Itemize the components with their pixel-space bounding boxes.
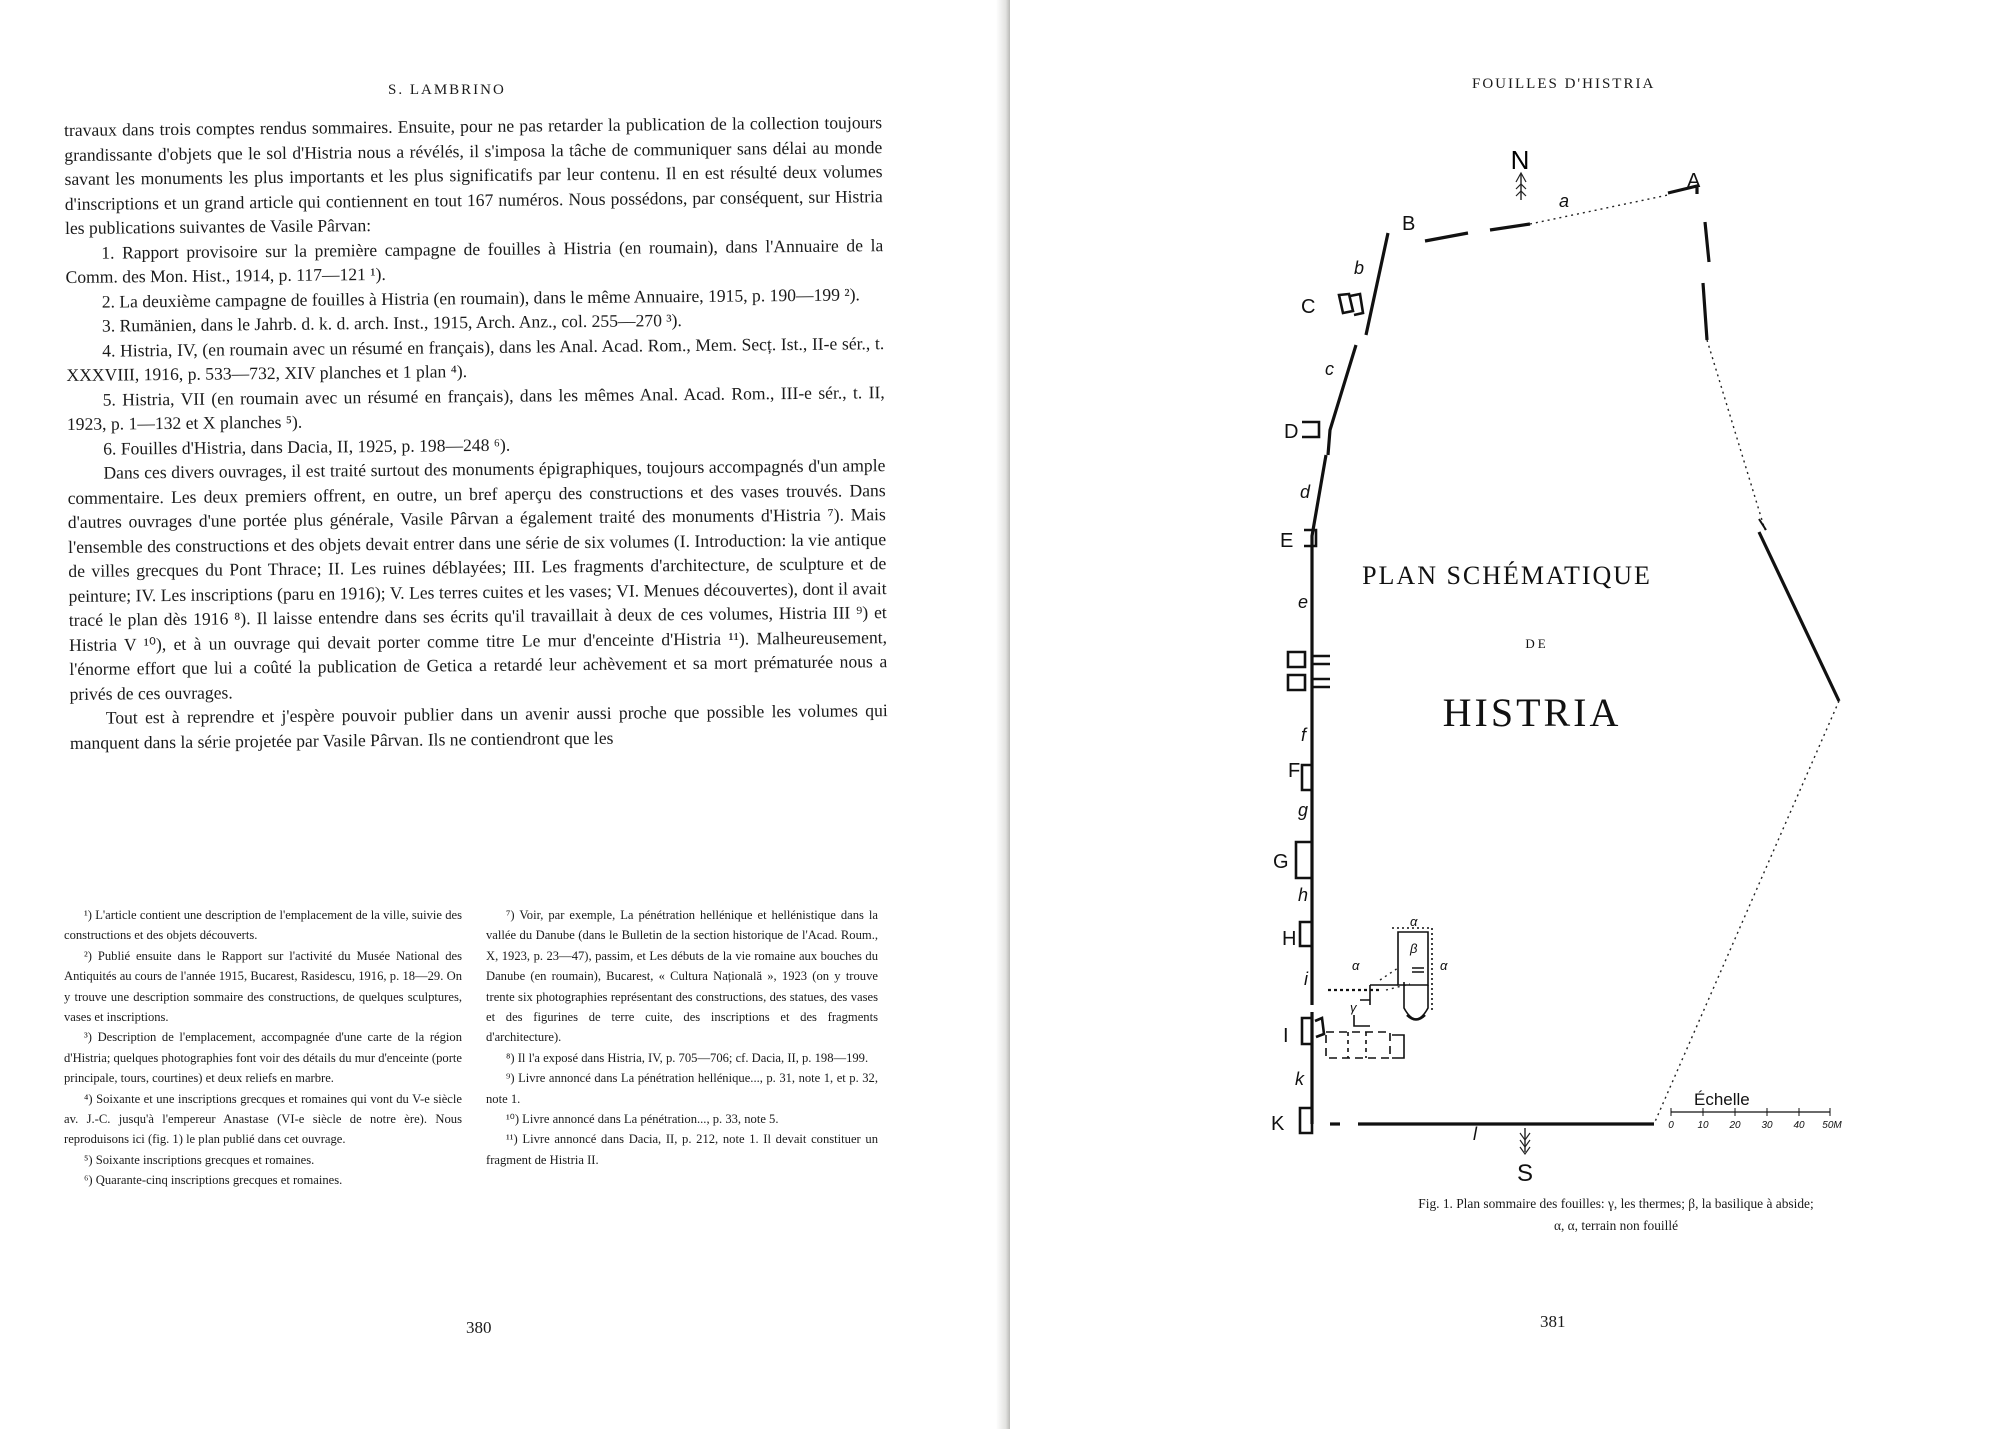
running-head-right: FOUILLES D'HISTRIA: [1472, 76, 1656, 92]
plan-title-line-3: HISTRIA: [1442, 690, 1622, 735]
paragraph: travaux dans trois comptes rendus sommaires. Ensuite, pour ne pas retarder la publication de la collection toujours grandissante d'objets que le sol d'Histria nous a révélés, il s'imposa la tâche de communiquer sans délai au monde savant les monuments les plus importants et les plus significatifs par leur contenu. Il en est résulté deux volumes d'inscriptions et un grand article qui contiennent en tout 167 numéros. Nous possédons, par conséquent, sur Histria les publications suivantes de Vasile Pârvan:: [64, 112, 883, 238]
corner-label-h: H: [1282, 928, 1297, 950]
paragraph: 5. Histria, VII (en roumain avec un résumé en français), dans les mêmes Anal. Acad. Rom., III-e sér., t. II, 1923, p. 1—132 et X planches ⁵).: [66, 381, 885, 434]
inner-label-alpha: α: [1410, 914, 1418, 929]
footnote: ⁸) Il l'a exposé dans Histria, IV, p. 705—706; cf. Dacia, II, p. 198—199.: [506, 1050, 869, 1065]
scale-tick-label: 50M: [1822, 1120, 1842, 1131]
basilica-apse: [1404, 982, 1428, 1019]
wall-segment-east-upper: [1703, 222, 1709, 340]
unexcavated-wall: [1380, 195, 1839, 1124]
footnote: ⁶) Quarante-cinq inscriptions grecques et romaines.: [84, 1173, 343, 1188]
plan-title-line-1: PLAN SCHÉMATIQUE: [1362, 561, 1652, 590]
wall-tick: [1759, 519, 1766, 530]
footnote: ⁷) Voir, par exemple, La pénétration hellénique et hellénistique dans la vallée du Danube (dans le Bulletin de la section historique de l'Acad. Roum., X, 1923, p. 23—47), passim, et Les débuts de la vie romaine aux bouches du Danube (en roumain), Bucarest, « Cultura Națională », 1923 (on y trouve trente six photographies représentant des constructions, des statues, des vases et des figurines de terre cuite, des inscriptions et des fragments d'architecture).: [486, 908, 878, 1045]
inner-label-alpha: α: [1352, 958, 1360, 973]
footnotes-column-1: [64, 905, 462, 1191]
wall-label-g: g: [1298, 800, 1309, 820]
scale-tick-label: 0: [1668, 1120, 1674, 1131]
corner-label-i: I: [1283, 1025, 1289, 1047]
paragraph: 6. Fouilles d'Histria, dans Dacia, II, 1925, p. 198—248 ⁶).: [103, 434, 511, 459]
scale-tick-labels: [1668, 1120, 1842, 1131]
inner-label-alpha: α: [1440, 958, 1448, 973]
corner-label-a: A: [1687, 170, 1701, 192]
dotted-segment: [1380, 968, 1410, 990]
tower-g: [1296, 842, 1312, 878]
dotted-segment: [1707, 340, 1765, 530]
tower-i-bastion: [1315, 1018, 1324, 1037]
gate-walls: [1312, 656, 1330, 687]
corner-label-d: D: [1284, 421, 1299, 443]
paragraph: 1. Rapport provisoire sur la première campagne de fouilles à Histria (en roumain), dans l'Annuaire de la Comm. des Mon. Hist., 1914, p. 117—121 ¹).: [65, 234, 884, 287]
scale-tick-label: 20: [1729, 1120, 1741, 1131]
tower-d: [1302, 422, 1319, 437]
running-head-left: S. LAMBRINO: [388, 82, 506, 98]
caption-line: Fig. 1. Plan sommaire des fouilles: γ, les thermes; β, la basilique à abside;: [1418, 1196, 1814, 1211]
figure-caption: [1266, 1193, 1966, 1237]
corner-label-k: K: [1271, 1113, 1285, 1135]
wall-label-e: e: [1298, 592, 1309, 612]
scale-tick-label: 30: [1761, 1120, 1773, 1131]
baths-annex: [1392, 1035, 1404, 1058]
wall-segment-east-middle: [1759, 532, 1839, 701]
corner-label-g: G: [1273, 851, 1289, 873]
corner-label-e: E: [1280, 530, 1294, 552]
corner-label-c: C: [1301, 296, 1316, 318]
tower-h: [1300, 922, 1312, 946]
paragraph: 2. La deuxième campagne de fouilles à Histria (en roumain), dans le même Annuaire, 1915, p. 190—199 ²).: [101, 283, 860, 312]
baths-rooms: [1348, 1032, 1366, 1058]
south-label: S: [1516, 1160, 1534, 1187]
dotted-segment: [1530, 195, 1668, 224]
inner-label-beta: β: [1410, 941, 1418, 956]
wall-label-h: h: [1298, 885, 1309, 905]
wall-label-k: k: [1295, 1069, 1304, 1089]
footnote: ⁴) Soixante et une inscriptions grecques et romaines qui vont du V-e siècle av. J.-C. jusqu'à l'empereur Anastase (VI-e siècle de notre ère). Nous reproduisons ici (fig. 1) le plan publié dans cet ouvrage.: [64, 1091, 462, 1147]
footnotes-column-2: [486, 905, 878, 1170]
wall-segment-b: [1366, 233, 1388, 335]
corner-label-f: F: [1288, 760, 1301, 782]
wall-labels: [1295, 191, 1569, 1144]
footnote: ¹¹) Livre annoncé dans Dacia, II, p. 212, note 1. Il devait constituer un fragment de Histria II.: [486, 1132, 878, 1167]
tower-gate-2: [1288, 675, 1305, 690]
paragraph: Dans ces divers ouvrages, il est traité surtout des monuments épigraphiques, toujours accompagnés d'un ample commentaire. Les deux premiers offrent, en outre, un bref aperçu des constructions et des vases trouvés. Dans d'autres ouvrages d'une portée plus générale, Vasile Pârvan a également traité des monuments d'Histria ⁷). Mais l'ensemble des constructions et des objets devait entrer dans une série de six volumes (I. Introduction: la vie antique de villes grecques du Pont Thrace; II. Les ruines déblayées; III. Les fragments d'architecture, de sculpture et de peinture; IV. Les inscriptions (paru en 1916); V. Les terres cuites et les vases; VI. Menues découvertes), dont il avait tracé le plan dès 1916 ⁸). Il laisse entendre dans ses écrits qu'il travaillait à deux de ces volumes, Histria III ⁹) et Histria V ¹⁰), et à un ouvrage qui devait porter comme titre Le mur d'enceinte d'Histria ¹¹). Malheureusement, l'énorme effort que lui a coûté la publication de Getica a retardé leur achèvement et sa mort prématurée nous a privés de ces ouvrages.: [67, 455, 888, 704]
footnote: ³) Description de l'emplacement, accompagnée d'une carte de la région d'Histria; quelques photographies font voir des détails du mur d'enceinte (porte principale, tours, courtines) et deux reliefs en marbre.: [64, 1030, 462, 1086]
wall-segment-d-i: [1312, 455, 1326, 1005]
right-page: [1010, 0, 2000, 1429]
paragraph: 3. Rumänien, dans le Jahrb. d. k. d. arch. Inst., 1915, Arch. Anz., col. 255—270 ³).: [101, 310, 682, 336]
page-number-right: 381: [1540, 1312, 1566, 1331]
page-number-left: 380: [466, 1318, 492, 1337]
wall-label-a: a: [1559, 191, 1570, 211]
wall-label-b: b: [1354, 258, 1365, 278]
wall-label-f: f: [1301, 725, 1307, 745]
footnote: ⁵) Soixante inscriptions grecques et romaines.: [84, 1152, 315, 1167]
corner-label-b: B: [1402, 213, 1416, 235]
paragraph: Tout est à reprendre et j'espère pouvoir publier dans un avenir aussi proche que possible les volumes qui manquent dans la série projetée par Vasile Pârvan. Ils ne contiendront que les: [69, 700, 888, 753]
building-l: [1354, 1015, 1370, 1026]
tower-k: [1300, 1108, 1312, 1133]
scale-tick-label: 40: [1793, 1120, 1805, 1131]
wall-segment-b-east: [1425, 224, 1530, 241]
basilica-beta: [1398, 932, 1428, 985]
wall-label-l: l: [1473, 1124, 1477, 1144]
scale-tick-label: 10: [1697, 1120, 1709, 1131]
wall-label-i: i: [1304, 969, 1308, 989]
inner-label-gamma: γ: [1350, 1000, 1357, 1015]
dotted-segment: [1654, 701, 1839, 1124]
wall-label-d: d: [1300, 482, 1311, 502]
footnote: ¹⁰) Livre annoncé dans La pénétration..., p. 33, note 5.: [506, 1112, 779, 1127]
footnote: ¹) L'article contient une description de l'emplacement de la ville, suivie des constructions et des objets découverts.: [64, 908, 462, 943]
basilica-marks: [1412, 968, 1424, 972]
caption-line: α, α, terrain non fouillé: [1553, 1218, 1679, 1233]
footnote: ⁹) Livre annoncé dans La pénétration hellénique..., p. 31, note 1, et p. 32, note 1.: [486, 1071, 878, 1106]
city-wall: [1312, 186, 1839, 1124]
plan-title-line-2: DE: [1525, 636, 1549, 651]
tower-gate-1: [1288, 652, 1305, 667]
north-label: N: [1510, 145, 1530, 175]
body-text: [64, 110, 888, 755]
paragraph: 4. Histria, IV, (en roumain avec un résumé en français), dans les Anal. Acad. Rom., Mem. Secț. Ist., II-e sér., t. XXXVIII, 1916, p. 533—732, XIV planches et 1 plan ⁴).: [66, 332, 885, 385]
footnote: ²) Publié ensuite dans le Rapport sur l'activité du Musée National des Antiquités au cours de l'année 1915, Bucarest, Rasidescu, 1916, p. 18—29. On y trouve une description sommaire des constructions, de quelques sculptures, vases et inscriptions.: [64, 948, 462, 1025]
wall-label-c: c: [1325, 359, 1334, 379]
baths-gamma: [1326, 1032, 1390, 1058]
scale-label: Échelle: [1694, 1090, 1750, 1109]
